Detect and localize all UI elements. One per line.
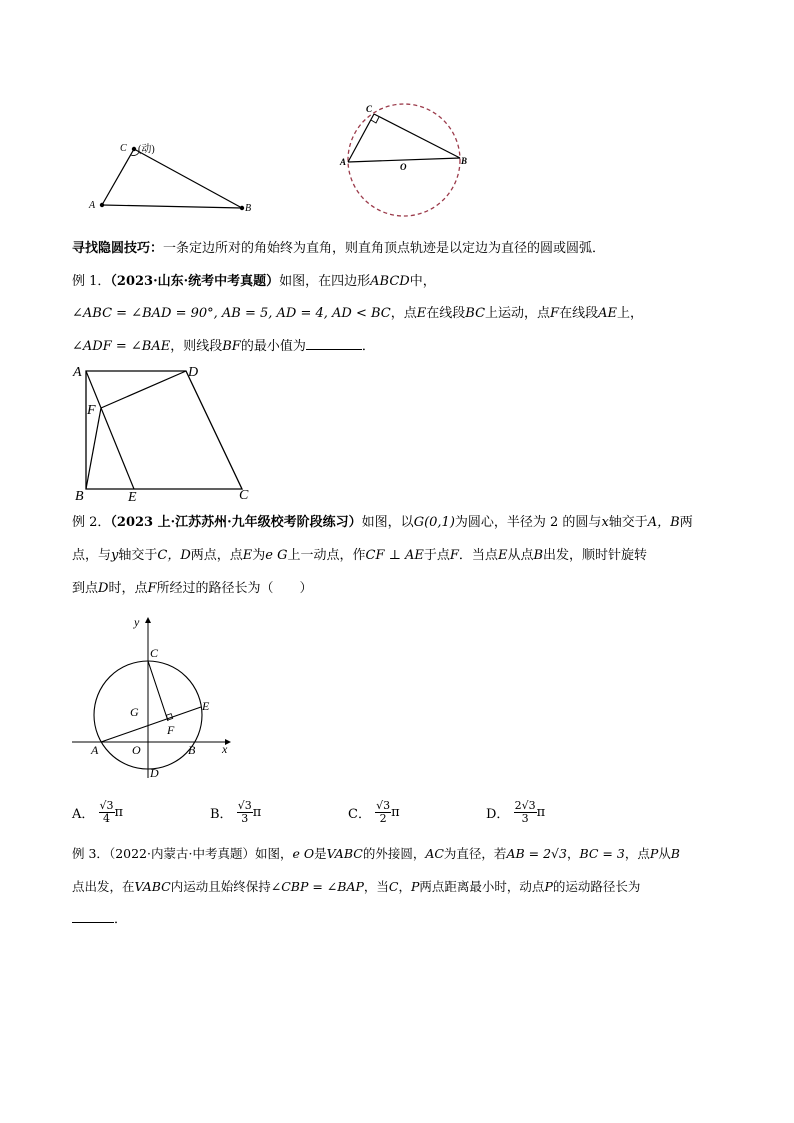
label-moving: (动)	[138, 144, 155, 155]
figure-moving-triangle	[82, 132, 272, 218]
option-b-fraction: $\frac{√3}{3}$	[237, 799, 252, 825]
ex1-text: 如图，在四边形	[279, 274, 371, 289]
ex1-t5: 上，	[616, 306, 643, 321]
ex1-source: （2023·山东·统考中考真题）	[110, 274, 280, 289]
label-c: C	[120, 143, 127, 154]
label-c: C	[150, 646, 159, 660]
option-b[interactable]: B． $\frac{√3}{3}$ π	[210, 799, 262, 825]
ex2-t1: 如图，以	[361, 515, 414, 530]
ex2-t13: 出发，顺时针旋转	[543, 548, 648, 563]
ex3-t2: 是	[314, 846, 327, 861]
ex2-t12: 从点	[507, 548, 534, 563]
tip-title: 寻找隐圆技巧：	[72, 241, 164, 256]
ex2-prefix: 例 2．	[72, 515, 111, 530]
point-b	[240, 206, 244, 210]
ex3-angle-eq: ∠CBP = ∠BAP	[270, 879, 364, 894]
option-b-letter: B．	[210, 807, 233, 822]
ex2-circle-g: e G	[265, 548, 288, 563]
ex2-center: G(0,1)	[413, 515, 455, 530]
ex3-t5: ，	[566, 846, 580, 861]
label-b: B	[75, 489, 84, 504]
ex1-t1: ，点	[390, 306, 417, 321]
label-e: E	[202, 699, 210, 713]
point-c	[132, 147, 136, 151]
ex2-t15: 时，点	[108, 581, 148, 596]
ex2-t3: 轴交于	[608, 515, 648, 530]
ex1-t4: 在线段	[559, 306, 599, 321]
label-g: G	[130, 705, 139, 719]
label-b: B	[188, 743, 196, 757]
option-d-fraction: $\frac{2√3}{3}$	[514, 799, 536, 825]
ex2-line3	[72, 580, 313, 598]
label-e: E	[128, 490, 137, 504]
ex2-t6: 轴交于	[118, 548, 158, 563]
ex3-t7: 从	[658, 846, 671, 861]
ex2-t7: 两点，点	[190, 548, 243, 563]
label-a: A	[73, 365, 82, 380]
label-b: B	[245, 203, 252, 214]
option-d[interactable]: D． $\frac{2√3}{3}$ π	[486, 799, 546, 825]
ex2-e3: E	[497, 548, 508, 563]
segment-ae	[101, 707, 201, 742]
option-a-fraction: $\frac{√3}{4}$	[99, 799, 114, 825]
ex1-t6: ，则线段	[170, 339, 223, 354]
tip-body: 一条定边所对的角始终为直角，则直角顶点轨迹是以定边为直径的圆或圆弧．	[163, 241, 606, 256]
option-d-letter: D．	[486, 807, 510, 822]
segment-ab	[102, 205, 242, 208]
ex3-answer-blank[interactable]	[72, 910, 114, 923]
ex2-t11: ．当点	[458, 548, 498, 563]
segment-df	[101, 371, 186, 408]
option-c-fraction: $\frac{√3}{2}$	[376, 799, 391, 825]
ex2-x: x	[601, 515, 609, 530]
label-f: F	[87, 403, 96, 418]
ex3-period: ．	[114, 912, 128, 927]
label-o: O	[400, 162, 407, 172]
ex2-t14: 到点	[72, 581, 99, 596]
ex2-e: E	[242, 548, 253, 563]
ex2-cd: C，D	[157, 548, 191, 563]
ex2-t5: 点，与	[72, 548, 112, 563]
ex1-t3: 上运动，点	[485, 306, 551, 321]
label-c: C	[366, 104, 373, 114]
ex1-conditions: ∠ABC = ∠BAD = 90°, AB = 5, AD = 4, AD < BC	[72, 306, 391, 321]
ex3-t8: 点出发，在	[72, 879, 135, 894]
ex1-line2	[72, 305, 643, 323]
ex2-f: F	[147, 581, 157, 596]
ex2-t8: 为	[252, 548, 266, 563]
ex3-b: B	[670, 846, 680, 861]
ex1-f: F	[550, 306, 560, 321]
ex2-t10: 于点	[423, 548, 450, 563]
ex1-line3	[72, 337, 375, 356]
label-a: A	[340, 157, 347, 167]
ex3-p: P	[649, 846, 659, 861]
ex1-text-end: 中，	[409, 274, 436, 289]
option-c[interactable]: C． $\frac{√3}{2}$ π	[348, 799, 400, 825]
label-a: A	[91, 743, 99, 757]
label-f: F	[167, 723, 175, 737]
ex3-p3: P	[544, 879, 553, 894]
ex1-t2: 在线段	[426, 306, 466, 321]
label-o: O	[132, 743, 141, 757]
ex2-line2	[72, 547, 647, 565]
label-y: y	[134, 615, 140, 629]
ex3-c: C	[388, 879, 399, 894]
segment-ae	[86, 371, 134, 489]
ex2-t9: 上一动点，作	[287, 548, 366, 563]
ex1-answer-blank[interactable]	[306, 337, 362, 350]
ex1-figure	[70, 362, 260, 504]
ex2-d: D	[98, 581, 109, 596]
segment-bf	[86, 408, 101, 489]
ex2-source: （2023 上·江苏苏州·九年级校考阶段练习）	[110, 515, 362, 530]
ex2-figure	[68, 612, 240, 784]
ex2-ab: A，B	[647, 515, 680, 530]
ex3-t4: 为直径，若	[443, 846, 507, 861]
label-x: x	[222, 742, 228, 756]
ex3-triangle: VABC	[326, 846, 363, 861]
ex1-bc: BC	[465, 306, 486, 321]
label-d: D	[150, 766, 159, 780]
ex3-line2	[72, 878, 640, 896]
ex3-circle-o: e O	[292, 846, 315, 861]
point-a	[100, 203, 104, 207]
ex1-t7: 的最小值为	[240, 339, 306, 354]
ex2-t4: 两	[679, 515, 693, 530]
ex3-line3	[72, 910, 127, 929]
ex3-t9: 内运动且始终保持	[170, 879, 271, 894]
ex1-angle-eq: ∠ADF = ∠BAE	[72, 339, 171, 354]
ex3-t13: 的运动路径长为	[552, 879, 641, 894]
ex3-bc: BC = 3	[579, 846, 625, 861]
ex3-ab: AB = 2√3	[506, 846, 567, 861]
ex2-perp: CF ⊥ AE	[365, 548, 424, 563]
ex3-t1: 如图，	[254, 846, 293, 861]
label-b: B	[461, 156, 468, 166]
ex3-line1	[72, 845, 680, 863]
ex1-bf: BF	[222, 339, 241, 354]
figure-hidden-circle	[338, 98, 474, 222]
label-d: D	[188, 365, 199, 380]
ex1-period: ．	[361, 339, 375, 354]
option-c-letter: C．	[348, 807, 371, 822]
ex3-prefix: 例 3．	[72, 846, 109, 861]
ex1-e: E	[416, 306, 427, 321]
right-angle-mark	[166, 714, 172, 720]
ex3-triangle-2: VABC	[134, 879, 171, 894]
ex2-y: y	[111, 548, 119, 563]
label-c: C	[239, 488, 249, 503]
ex1-ae: AE	[598, 306, 617, 321]
ex1-line1	[72, 273, 436, 291]
ex3-source: （2022·内蒙古·中考真题）	[108, 846, 255, 861]
ex2-t16: 所经过的路径长为（ ）	[156, 581, 313, 596]
segment-cb	[374, 114, 460, 158]
ex1-shape: ABCD	[370, 274, 410, 289]
option-a[interactable]: A． $\frac{√3}{4}$ π	[72, 799, 124, 825]
ex2-fp: F	[449, 548, 459, 563]
segment-cf	[148, 661, 168, 721]
ex3-p2: P	[411, 879, 420, 894]
option-a-letter: A．	[72, 807, 95, 822]
label-a: A	[89, 200, 96, 211]
ex1-prefix: 例 1．	[72, 274, 111, 289]
ex2-t2: 为圆心，半径为 2 的圆与	[454, 515, 602, 530]
ex2-b2: B	[533, 548, 544, 563]
ex3-t10: ，当	[363, 879, 389, 894]
segment-ca	[102, 149, 134, 205]
segment-cb	[134, 149, 242, 208]
ex3-t3: 的外接圆，	[362, 846, 426, 861]
ex3-ac: AC	[425, 846, 444, 861]
tip-line	[72, 240, 605, 258]
ex2-line1	[72, 514, 693, 532]
ex3-t12: 两点距离最小时，动点	[419, 879, 545, 894]
ex3-t11: ，	[398, 879, 411, 894]
ex3-t6: ，点	[624, 846, 650, 861]
